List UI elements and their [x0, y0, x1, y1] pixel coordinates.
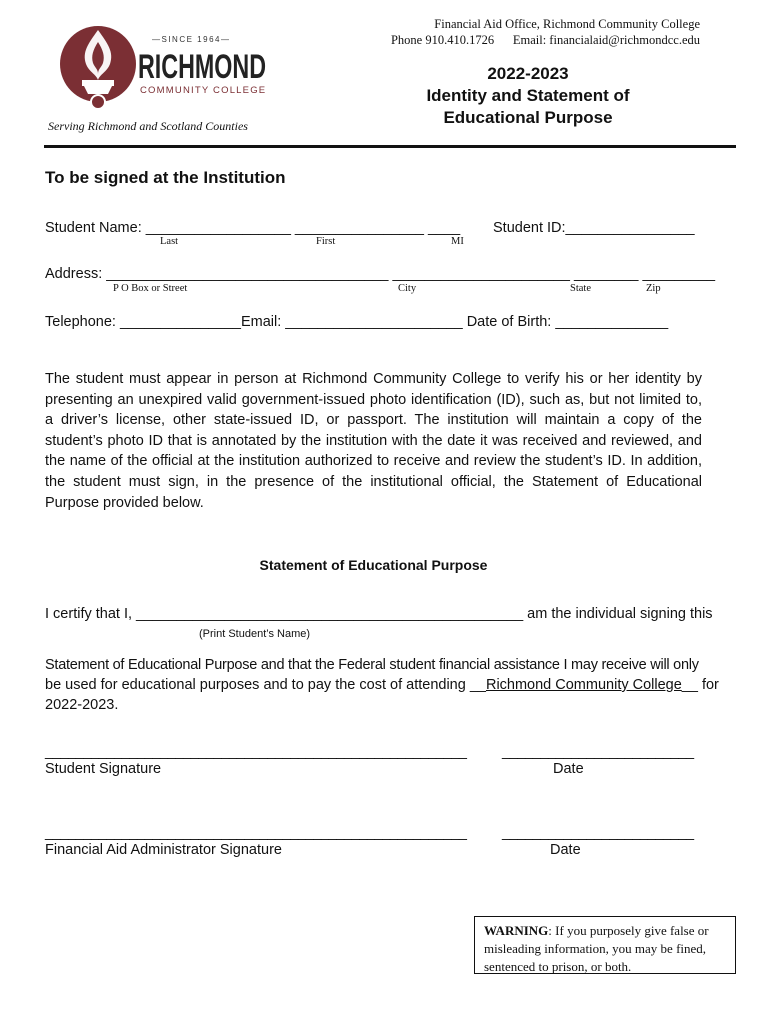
identity-instructions: The student must appear in person at Richmond Community College to verify his or her identity by presenting an unexpired valid government-issued photo identification (ID), such as, but not limited to, a driver’s license, other state-issued ID, or passport. The institution will maintain a copy of the student’s photo ID that is annotated by the institution with the date it was received and reviewed, and the name of the official at the institution authorized to receive and review the student’s ID. In addition, the student must sign, in the presence of the institutional official, the Statement of Educational Purpose provided below. [45, 371, 702, 511]
contact-office: Financial Aid Office, Richmond Community College [434, 17, 700, 31]
form-title-line2: Educational Purpose [443, 108, 613, 127]
caption-zip: Zip [646, 283, 661, 294]
student-date-line[interactable]: _________________________ [502, 744, 694, 760]
statement-line3-pre: be used for educational purposes and to pay the cost of attending __ [45, 677, 486, 693]
logo-since: —SINCE 1964— [152, 35, 231, 44]
student-signature-line[interactable]: _______________________________________________________ [45, 744, 467, 760]
statement-year: 2022-2023. [45, 697, 119, 713]
admin-signature-label: Financial Aid Administrator Signature [45, 842, 282, 858]
student-date-label: Date [553, 761, 584, 777]
warning-label: WARNING [484, 923, 549, 938]
statement-line3 [45, 677, 719, 693]
student-signature-label: Student Signature [45, 761, 162, 777]
admin-date-line[interactable]: _________________________ [502, 825, 694, 841]
warning-line1 [484, 922, 735, 940]
caption-state: State [570, 283, 591, 294]
college-logo [52, 22, 270, 114]
statement-line2: Statement of Educational Purpose and that the Federal student financial assistance I may receive will only [45, 657, 699, 673]
student-name-field[interactable]: Student Name: __________________ ________________ ____ [45, 220, 461, 236]
header-divider [44, 145, 736, 148]
address-field[interactable]: Address: ___________________________________ ______________________ ________ _________ [45, 266, 716, 282]
caption-city: City [398, 283, 417, 294]
warning-line3: sentenced to prison, or both. [484, 959, 632, 974]
statement-line3-post: __ for [681, 677, 719, 693]
caption-first: First [316, 236, 336, 247]
admin-signature-line[interactable]: _______________________________________________________ [45, 825, 467, 841]
warning-line1-text: : If you purposely give false or [548, 923, 709, 938]
print-name-caption: (Print Student’s Name) [199, 628, 311, 640]
caption-street: P O Box or Street [113, 283, 188, 294]
warning-box [474, 916, 736, 974]
admin-date-label: Date [550, 842, 581, 858]
student-id-field[interactable]: Student ID:________________ [493, 220, 695, 236]
college-name: Richmond Community College [485, 677, 682, 693]
section-heading: To be signed at the Institution [45, 168, 286, 187]
statement-heading: Statement of Educational Purpose [259, 557, 488, 573]
certify-line[interactable]: I certify that I, ________________________________________________ am the individual signing this [45, 606, 713, 622]
logo-subname: COMMUNITY COLLEGE [140, 85, 267, 96]
form-year: 2022-2023 [487, 64, 569, 83]
warning-line2: misleading information, you may be fined, [484, 941, 707, 956]
caption-last: Last [160, 236, 179, 247]
tagline: Serving Richmond and Scotland Counties [48, 119, 248, 133]
contact-row-fields[interactable]: Telephone: _______________Email: ______________________ Date of Birth: ______________ [45, 314, 669, 330]
logo-name: RICHMOND [138, 48, 266, 86]
caption-mi: MI [451, 236, 464, 247]
contact-phone-email: Phone 910.410.1726 Email: financialaid@richmondcc.edu [390, 33, 700, 47]
form-title-line1: Identity and Statement of [426, 86, 630, 105]
